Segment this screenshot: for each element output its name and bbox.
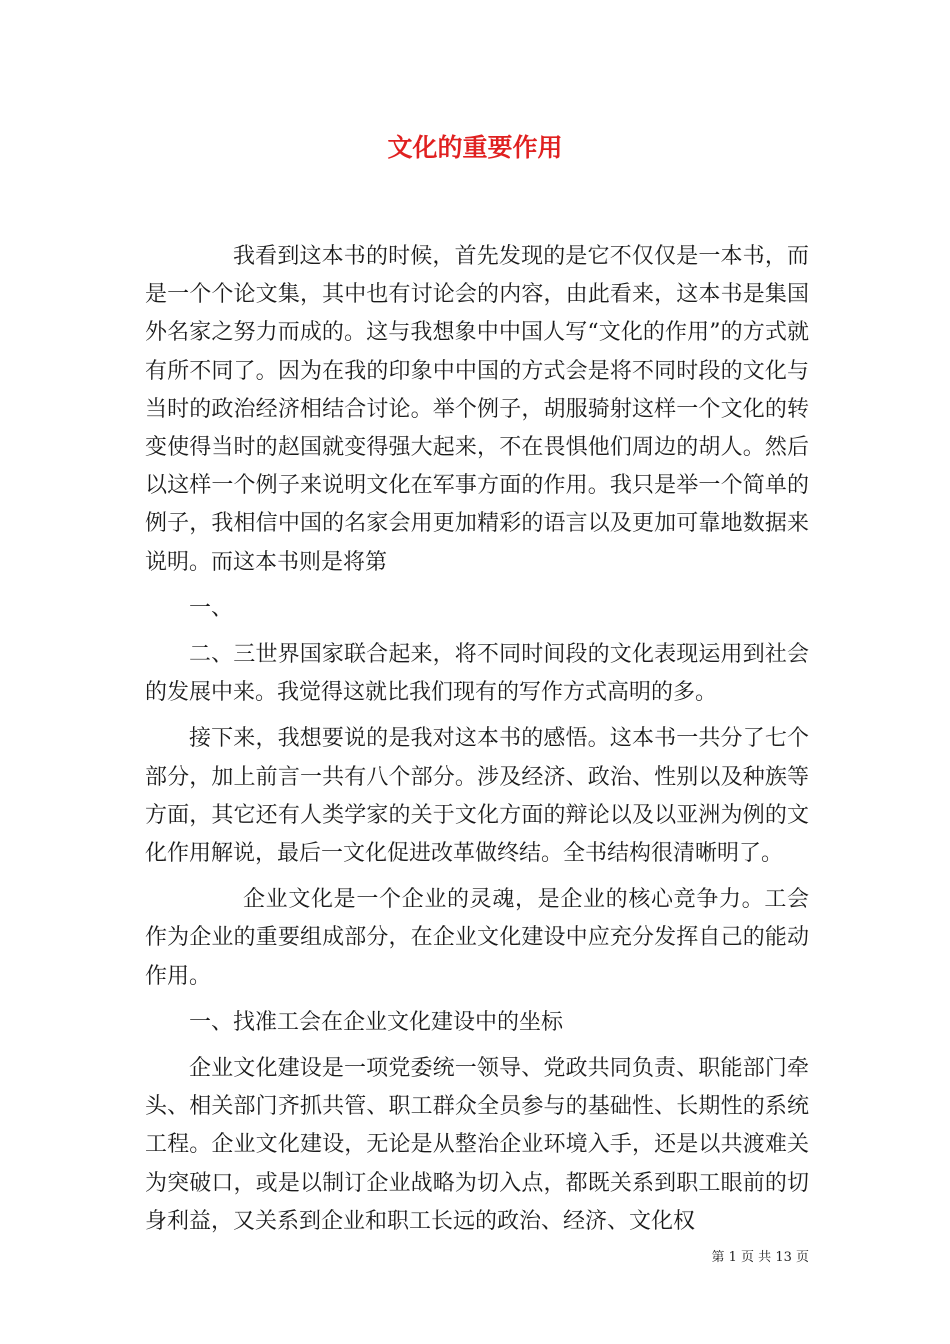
paragraph-6: 企业文化建设是一项党委统一领导、党政共同负责、职能部门牵头、相关部门齐抓共管、职工群众全员参与的基础性、长期性的系统工程。企业文化建设，无论是从整治企业环境入手，还是以共渡难关为突破口，或是以制订企业战略为切入点，都既关系到职工眼前的切身利益，又关系到企业和职工长远的政治、经济、文化权 xyxy=(145,1056,809,1234)
paragraph-1: 我看到这本书的时候，首先发现的是它不仅仅是一本书，而是一个个论文集，其中也有讨论会的内容，由此看来，这本书是集国外名家之努力而成的。这与我想象中中国人写“文化的作用”的方式就有所不同了。因为在我的印象中中国的方式会是将不同时段的文化与当时的政治经济相结合讨论。举个例子，胡服骑射这样一个文化的转变使得当时的赵国就变得强大起来，不在畏惧他们周边的胡人。然后以这样一个例子来说明文化在军事方面的作用。我只是举一个简单的例子，我相信中国的名家会用更加精彩的语言以及更加可靠地数据来说明。而这本书则是将第 xyxy=(145,244,809,575)
document-title: 文化的重要作用 xyxy=(387,133,563,162)
paragraph-5: 企业文化是一个企业的灵魂，是企业的核心竞争力。工会作为企业的重要组成部分，在企业文化建设中应充分发挥自己的能动作用。 xyxy=(145,887,809,989)
paragraph-4: 接下来，我想要说的是我对这本书的感悟。这本书一共分了七个部分，加上前言一共有八个部分。涉及经济、政治、性别以及种族等方面，其它还有人类学家的关于文化方面的辩论以及以亚洲为例的文化作用解说，最后一文化促进改革做终结。全书结构很清晰明了。 xyxy=(145,726,809,867)
paragraph-3: 二、三世界国家联合起来，将不同时间段的文化表现运用到社会的发展中来。我觉得这就比我们现有的写作方式高明的多。 xyxy=(145,642,809,706)
paragraph-2: 一、 xyxy=(189,595,234,621)
document-body xyxy=(145,238,809,1241)
section-heading-1: 一、找准工会在企业文化建设中的坐标 xyxy=(189,1009,564,1035)
page-footer: 第 1 页 共 13 页 xyxy=(711,1250,809,1265)
